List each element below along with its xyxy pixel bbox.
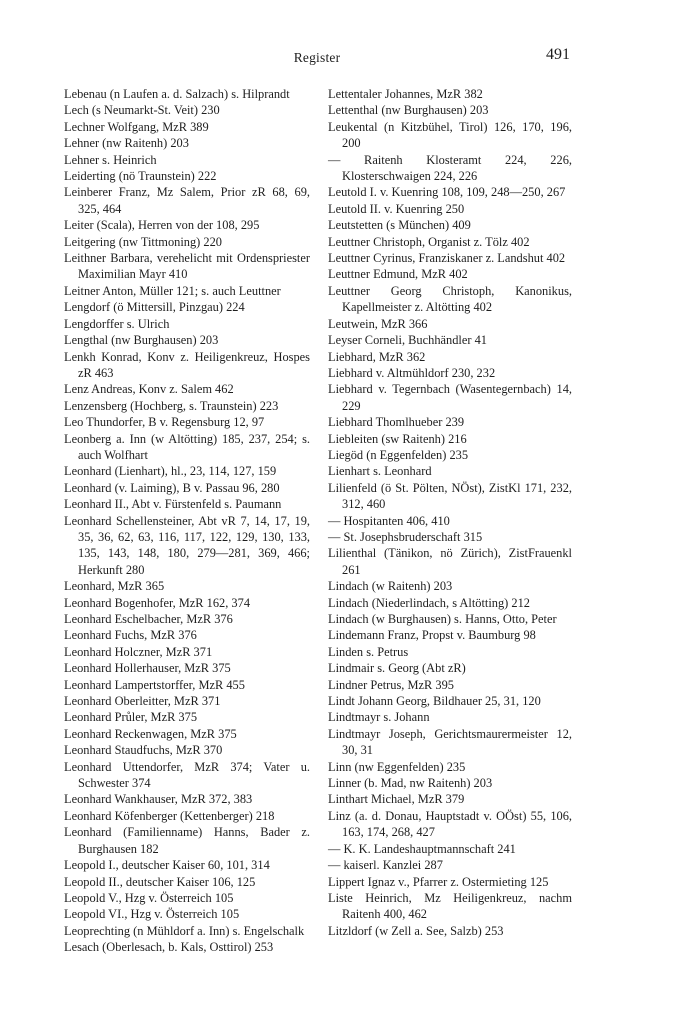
- page-number: 491: [546, 46, 570, 63]
- index-entry: Lengdorf (ö Mittersill, Pinzgau) 224: [64, 300, 245, 315]
- index-entry: Leonhard Wankhauser, MzR 372, 383: [64, 792, 253, 807]
- index-entry: Lienhart s. Leonhard: [328, 464, 432, 479]
- index-entry: Leutstetten (s München) 409: [328, 218, 471, 233]
- index-entry: Linz (a. d. Donau, Hauptstadt v. OÖst) 55, 106, 163, 174, 268, 427: [328, 808, 572, 840]
- index-entry: Leoprechting (n Mühldorf a. Inn) s. Engelschalk: [64, 923, 305, 938]
- index-entry: Leonhard Eschelbacher, MzR 376: [64, 612, 233, 626]
- index-entry: Linthart Michael, MzR 379: [328, 792, 465, 807]
- index-entry: Leonhard (v. Laiming), B v. Passau 96, 280: [64, 480, 280, 495]
- index-entry: Leutold I. v. Kuenring 108, 109, 248—250, 267: [328, 185, 566, 200]
- index-entry: Litzldorf (w Zell a. See, Salzb) 253: [328, 923, 504, 938]
- index-entry: Lindach (w Raitenh) 203: [328, 579, 453, 594]
- index-entry: Lenzensberg (Hochberg, s. Traunstein) 223: [64, 398, 279, 413]
- index-entry: Lettenthal (nw Burghausen) 203: [328, 103, 489, 118]
- index-entry: Lenz Andreas, Konv z. Salem 462: [64, 382, 234, 397]
- index-entry: Leutold II. v. Kuenring 250: [328, 201, 465, 216]
- index-entry: Leopold VI., Hzg v. Österreich 105: [64, 907, 240, 922]
- index-entry: Leonhard Staudfuchs, MzR 370: [64, 743, 223, 758]
- index-entry: Leonhard Lampertstorffer, MzR 455: [64, 677, 245, 692]
- index-entry: Leuttner Edmund, MzR 402: [328, 267, 468, 282]
- index-entry: Leonhard Uttendorfer, MzR 374; Vater u. Schwester 374: [64, 759, 310, 791]
- index-entry: Lindtmayr s. Johann: [328, 710, 430, 725]
- index-entry: Leiter (Scala), Herren von der 108, 295: [64, 218, 260, 233]
- index-entry: Leopold V., Hzg v. Österreich 105: [64, 890, 234, 905]
- index-entry: Leuttner Georg Christoph, Kanonikus, Kapellmeister z. Altötting 402: [328, 283, 572, 315]
- index-entry: Linn (nw Eggenfelden) 235: [328, 759, 466, 774]
- index-entry: Lippert Ignaz v., Pfarrer z. Ostermieting 125: [328, 874, 549, 889]
- index-entry: Liebhard v. Altmühldorf 230, 232: [328, 365, 496, 380]
- index-entry: Lindmair s. Georg (Abt zR): [328, 661, 466, 676]
- index-entry: Leopold II., deutscher Kaiser 106, 125: [64, 874, 256, 889]
- index-entry: Leonhard (Lienhart), hl., 23, 114, 127, 159: [64, 464, 277, 479]
- index-entry: — St. Josephsbruderschaft 315: [328, 529, 483, 544]
- index-entry: Lindner Petrus, MzR 395: [328, 677, 454, 692]
- running-title: Register: [293, 50, 341, 65]
- index-entry: Liste Heinrich, Mz Heiligenkreuz, nachm Raitenh 400, 462: [328, 890, 572, 922]
- index-entry: Leuttner Christoph, Organist z. Tölz 402: [328, 234, 530, 249]
- index-entry: Leitner Anton, Müller 121; s. auch Leuttner: [64, 283, 281, 298]
- index-entry: Leyser Corneli, Buchhändler 41: [328, 333, 487, 348]
- index-entry: Lehner s. Heinrich: [64, 152, 157, 167]
- index-entry: Liebhard, MzR 362: [328, 349, 426, 364]
- index-entry: Lengthal (nw Burghausen) 203: [64, 333, 219, 348]
- index-entry: Leonberg a. Inn (w Altötting) 185, 237, 254; s. auch Wolfhart: [64, 431, 310, 462]
- index-entry: Liebhard Thomlhueber 239: [328, 415, 465, 430]
- index-entry: Leo Thundorfer, B v. Regensburg 12, 97: [64, 415, 265, 430]
- index-entry: Leonhard Fuchs, MzR 376: [64, 628, 197, 643]
- index-entry: — kaiserl. Kanzlei 287: [328, 858, 443, 873]
- index-entry: Liebleiten (sw Raitenh) 216: [328, 431, 467, 446]
- index-entry: Leukental (n Kitzbühel, Tirol) 126, 170, 196, 200: [328, 119, 572, 151]
- index-entry: Linner (b. Mad, nw Raitenh) 203: [328, 776, 493, 791]
- index-entry: Lebenau (n Laufen a. d. Salzach) s. Hilprandt: [64, 87, 290, 101]
- index-entry: Leuttner Cyrinus, Franziskaner z. Landshut 402: [328, 251, 566, 266]
- index-entry: Liegöd (n Eggenfelden) 235: [328, 447, 469, 462]
- index-entry: Leonhard Holczner, MzR 371: [64, 644, 213, 659]
- index-entry: Liebhard v. Tegernbach (Wasentegernbach) 14, 229: [328, 382, 572, 413]
- index-entry: Leonhard Průler, MzR 375: [64, 710, 198, 725]
- index-entry: Lettentaler Johannes, MzR 382: [328, 87, 483, 101]
- index-entry: Leopold I., deutscher Kaiser 60, 101, 314: [64, 858, 270, 873]
- index-entry: Lech (s Neumarkt-St. Veit) 230: [64, 103, 220, 118]
- index-entry: Leonhard Oberleitter, MzR 371: [64, 694, 221, 709]
- index-entry: Leutwein, MzR 366: [328, 316, 428, 331]
- index-entry: Leonhard, MzR 365: [64, 579, 165, 594]
- index-entry: Lindtmayr Joseph, Gerichtsmaurermeister 12, 30, 31: [328, 726, 572, 758]
- index-entry: Lechner Wolfgang, MzR 389: [64, 119, 209, 134]
- index-entry: — Raitenh Klosteramt 224, 226, Klosterschwaigen 224, 226: [328, 152, 572, 184]
- index-entry: Lindach (Niederlindach, s Altötting) 212: [328, 595, 530, 610]
- index-entry: Leithner Barbara, verehelicht mit Ordenspriester Maximilian Mayr 410: [64, 251, 310, 282]
- index-entry: Lilienthal (Tänikon, nö Zürich), ZistFrauenkl 261: [328, 546, 572, 577]
- index-entry: Leinberer Franz, Mz Salem, Prior zR 68, 69, 325, 464: [64, 185, 310, 216]
- index-entry: Leonhard II., Abt v. Fürstenfeld s. Paumann: [64, 497, 282, 512]
- index-entry: Leonhard Hollerhauser, MzR 375: [64, 661, 231, 676]
- index-entry: Leonhard Reckenwagen, MzR 375: [64, 726, 237, 741]
- index-entry: Leiderting (nö Traunstein) 222: [64, 169, 217, 184]
- index-column-left: [64, 86, 310, 956]
- index-entry: Leonhard (Familienname) Hanns, Bader z. Burghausen 182: [64, 825, 310, 856]
- page-header: [64, 46, 570, 70]
- index-entry: Lindt Johann Georg, Bildhauer 25, 31, 120: [328, 694, 541, 709]
- index-entry: Linden s. Petrus: [328, 644, 409, 659]
- index-entry: Lilienfeld (ö St. Pölten, NÖst), ZistKl 171, 232, 312, 460: [328, 480, 572, 512]
- index-entry: Lesach (Oberlesach, b. Kals, Osttirol) 253: [64, 940, 274, 955]
- index-entry: Lindemann Franz, Propst v. Baumburg 98: [328, 628, 536, 643]
- index-entry: — Hospitanten 406, 410: [328, 513, 450, 528]
- index-entry: Lehner (nw Raitenh) 203: [64, 136, 189, 151]
- index-entry: Lenkh Konrad, Konv z. Heiligenkreuz, Hospes zR 463: [64, 349, 310, 380]
- index-entry: Lengdorffer s. Ulrich: [64, 316, 170, 331]
- index-entry: Leonhard Schellensteiner, Abt vR 7, 14, 17, 19, 35, 36, 62, 63, 116, 117, 122, 129, 130, 133, 135, 143, 148, 180, 279—281, 369, 466; Herkunft 280: [64, 513, 310, 577]
- index-column-right: [328, 86, 572, 939]
- index-entry: Leitgering (nw Tittmoning) 220: [64, 234, 222, 249]
- index-entry: — K. K. Landeshauptmannschaft 241: [328, 841, 516, 856]
- index-entry: Lindach (w Burghausen) s. Hanns, Otto, Peter: [328, 612, 557, 626]
- index-entry: Leonhard Bogenhofer, MzR 162, 374: [64, 595, 251, 610]
- index-entry: Leonhard Köfenberger (Kettenberger) 218: [64, 808, 275, 823]
